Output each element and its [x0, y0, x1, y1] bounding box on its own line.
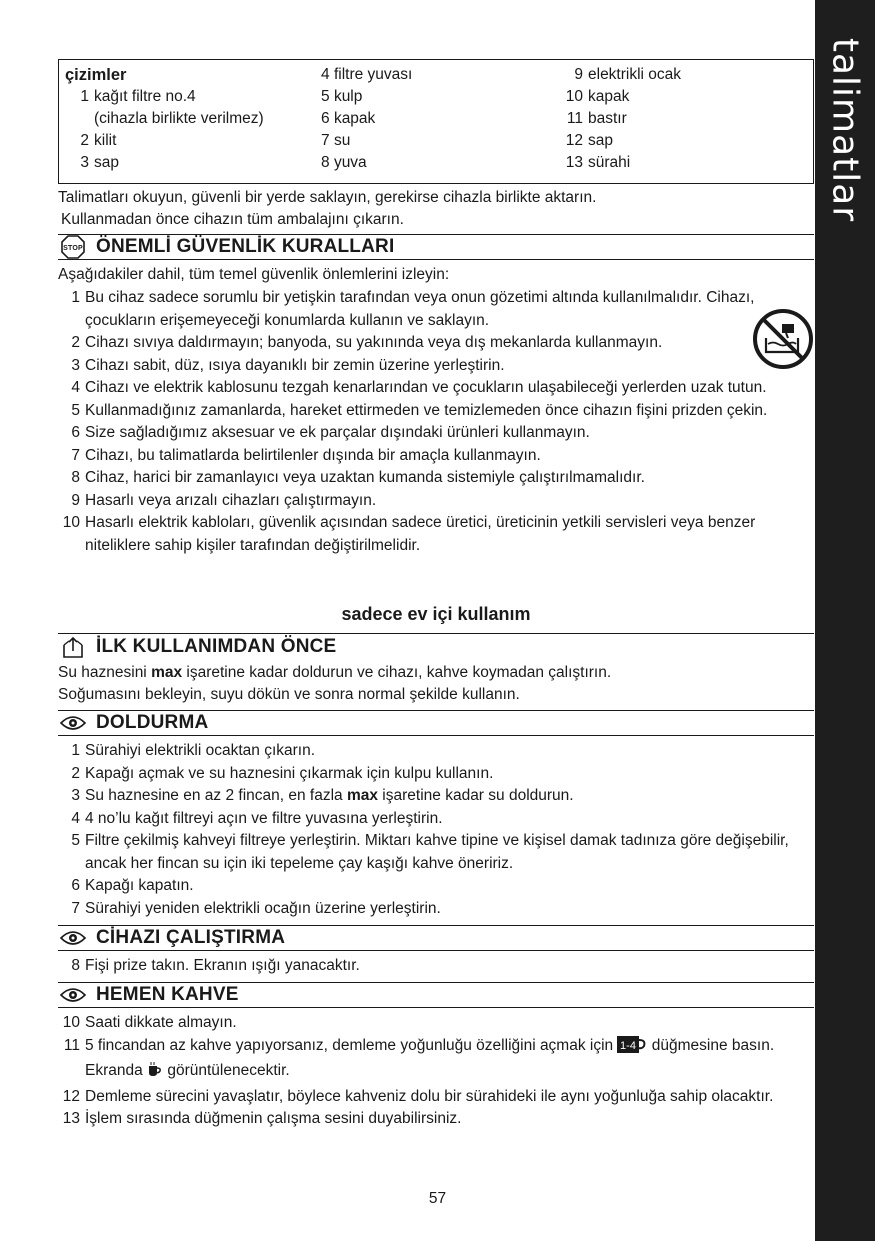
list-item: 7 Cihazı, bu talimatlarda belirtilenler dışında bir amaçla kullanmayın.	[71, 446, 541, 464]
cup-icon	[147, 1061, 163, 1086]
list-item: 1 Bu cihaz sadece sorumlu bir yetişkin tarafından veya onun gözetimi altında kullanılmalıdır. Cihazı, çocukların erişemeyeceği konumlarda kullanın ve saklayın.	[71, 289, 755, 329]
eye-icon	[60, 984, 86, 1006]
part-item: 3 sap	[80, 154, 119, 171]
part-item: 8 yuva	[321, 154, 367, 171]
svg-text:STOP: STOP	[63, 245, 83, 252]
list-item: 3 Cihazı sabit, düz, ısıya dayanıklı bir zemin üzerine yerleştirin.	[71, 356, 505, 374]
svg-text:1-4: 1-4	[620, 1039, 637, 1052]
side-tab-label: talimatlar	[824, 37, 866, 223]
side-tab	[815, 0, 875, 1241]
list-item: 1 Sürahiyi elektrikli ocaktan çıkarın.	[71, 742, 316, 759]
household-use-note: sadece ev içi kullanım	[341, 604, 531, 624]
parts-box	[58, 59, 814, 184]
part-item: 4 filtre yuvası	[321, 66, 413, 83]
parts-column-3	[559, 64, 681, 174]
list-item: 10 Hasarlı elektrik kabloları, güvenlik açısından sadece üretici, üreticinin yetkili servisleri veya benzer niteliklere sahip kişiler tarafından değiştirilmelidir.	[62, 514, 756, 554]
stop-icon	[60, 236, 86, 258]
parts-title: çizimler	[65, 66, 127, 84]
operate-list	[58, 955, 814, 978]
list-item: 7 Sürahiyi yeniden elektrikli ocağın üzerine yerleştirin.	[71, 899, 441, 917]
list-item: 6 Size sağladığımız aksesuar ve ek parçalar dışındaki ürünleri kullanmayın.	[71, 424, 590, 441]
filling-heading	[58, 710, 814, 736]
part-item: 9 elektrikli ocak	[574, 66, 682, 83]
instant-coffee-heading	[58, 982, 814, 1008]
page-number: 57	[428, 1190, 447, 1207]
part-item: 6 kapak	[321, 110, 376, 127]
list-item: 8 Fişi prize takın. Ekranın ışığı yanacaktır.	[71, 957, 360, 974]
filling-title: DOLDURMA	[96, 712, 209, 733]
parts-column-2	[321, 64, 412, 174]
safety-list	[58, 287, 814, 557]
list-item: 10 Saati dikkate almayın.	[62, 1014, 237, 1031]
list-item: 3 Su haznesine en az 2 fincan, en fazla max işaretine kadar su doldurun.	[71, 787, 574, 804]
eye-icon	[60, 927, 86, 949]
first-use-heading	[58, 633, 814, 659]
list-item: 8 Cihaz, harici bir zamanlayıcı veya uzaktan kumanda sistemiyle çalıştırılmamalıdır.	[71, 469, 645, 486]
part-item: 11 bastır	[566, 110, 627, 127]
part-item: 2 kilit	[80, 132, 117, 149]
filling-list	[58, 740, 814, 920]
parts-column-1	[65, 64, 264, 174]
list-item: 4 4 no’lu kağıt filtreyi açın ve filtre yuvasına yerleştirin.	[71, 809, 443, 827]
instant-coffee-title: HEMEN KAHVE	[96, 984, 239, 1005]
list-item: 5 Kullanmadığınız zamanlarda, hareket ettirmeden ve temizlemeden önce cihazın fişini prizden çekin.	[71, 401, 768, 419]
operate-title: CİHAZI ÇALIŞTIRMA	[96, 927, 286, 948]
part-item: 1 kağıt filtre no.4	[80, 88, 196, 105]
first-use-title: İLK KULLANIMDAN ÖNCE	[96, 635, 337, 657]
unpack-icon	[60, 636, 86, 658]
list-item: 12 Demleme sürecini yavaşlatır, böylece kahveniz dolu bir sürahideki ile aynı yoğunluğa sahip olacaktır.	[62, 1087, 774, 1105]
instant-coffee-list	[58, 1012, 814, 1131]
eye-icon	[60, 712, 86, 734]
list-item: 13 İşlem sırasında düğmenin çalışma sesini duyabilirsiniz.	[62, 1110, 462, 1127]
part-item: 7 su	[321, 132, 351, 149]
first-use-text: Su haznesini max işaretine kadar doldurun ve cihazı, kahve koymadan çalıştırın. Soğumasını bekleyin, suyu dökün ve sonra normal şekilde kullanın.	[58, 664, 612, 703]
part-item: (cihazla birlikte verilmez)	[94, 110, 264, 127]
safety-lead: Aşağıdakiler dahil, tüm temel güvenlik önlemlerini izleyin:	[58, 266, 450, 283]
part-item: 5 kulp	[321, 88, 363, 105]
intro-text: Talimatları okuyun, güvenli bir yerde saklayın, gerekirse cihazla birlikte aktarın. Kullanmadan önce cihazın tüm ambalajını çıkarın.	[58, 189, 597, 228]
part-item: 12 sap	[565, 132, 613, 149]
part-item: 10 kapak	[565, 88, 630, 105]
no-immerse-icon	[752, 308, 814, 370]
safety-heading	[58, 234, 814, 260]
strength-button-icon	[617, 1036, 647, 1061]
list-item: 6 Kapağı kapatın.	[71, 877, 194, 894]
list-item: 11 5 fincandan az kahve yapıyorsanız, demleme yoğunluğu özelliğini açmak için 1-4 düğmesine basın. Ekranda görüntülenecektir.	[58, 1035, 814, 1086]
part-item: 13 sürahi	[565, 154, 631, 171]
list-item: 2 Kapağı açmak ve su haznesini çıkarmak için kulpu kullanın.	[71, 764, 494, 782]
list-item: 2 Cihazı sıvıya daldırmayın; banyoda, su yakınında veya dış mekanlarda kullanmayın.	[71, 334, 663, 351]
list-item: 5 Filtre çekilmiş kahveyi filtreye yerleştirin. Miktarı kahve tipine ve kişisel damak tadınıza göre değişebilir, ancak her fincan su için iki tepeleme çay kaşığı kahve öneririz.	[71, 832, 789, 872]
operate-heading	[58, 925, 814, 951]
safety-title: ÖNEMLİ GÜVENLİK KURALLARI	[96, 236, 395, 257]
list-item: 9 Hasarlı veya arızalı cihazları çalıştırmayın.	[71, 491, 377, 509]
list-item: 4 Cihazı ve elektrik kablosunu tezgah kenarlarından ve çocukların ulaşabileceği yerlerden uzak tutun.	[71, 379, 767, 396]
